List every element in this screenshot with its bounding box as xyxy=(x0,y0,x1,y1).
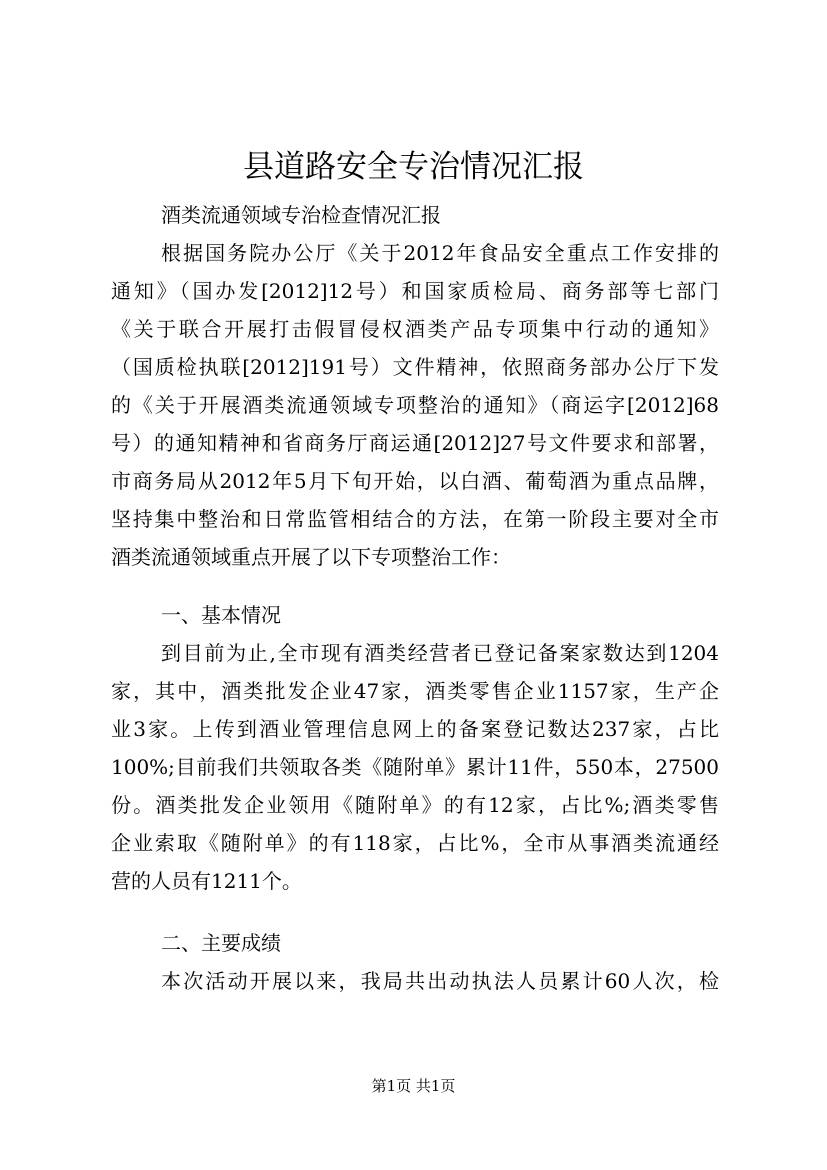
paragraph-line: 酒类流通领域重点开展了以下专项整治工作： xyxy=(111,545,511,569)
paragraph-line: 的《关于开展酒类流通领域专项整治的通知》（商运字[2012]68 xyxy=(111,393,719,417)
paragraph-line: 业3家。上传到酒业管理信息网上的备案登记数达237家，占比 xyxy=(111,717,719,741)
paragraph-line: 营的人员有1211个。 xyxy=(111,869,302,893)
paragraph-line: 企业索取《随附单》的有118家，占比%，全市从事酒类流通经 xyxy=(111,831,719,855)
paragraph-line: 份。酒类批发企业领用《随附单》的有12家，占比%;酒类零售 xyxy=(111,793,719,817)
paragraph-line: 100%;目前我们共领取各类《随附单》累计11件，550本，27500 xyxy=(111,755,719,779)
page-footer: 第1页 共1页 xyxy=(371,1077,456,1095)
paragraph-line: 号）的通知精神和省商务厅商运通[2012]27号文件要求和部署， xyxy=(111,431,719,455)
paragraph-line: 家，其中，酒类批发企业47家，酒类零售企业1157家，生产企 xyxy=(111,679,719,703)
paragraph-line: 市商务局从2012年5月下旬开始，以白酒、葡萄酒为重点品牌， xyxy=(111,469,719,493)
document-subtitle: 酒类流通领域专治检查情况汇报 xyxy=(161,203,441,227)
paragraph-line: 通知》（国办发[2012]12号）和国家质检局、商务部等七部门 xyxy=(111,279,719,303)
section-heading: 一、基本情况 xyxy=(161,603,281,627)
paragraph-line: 《关于联合开展打击假冒侵权酒类产品专项集中行动的通知》 xyxy=(111,317,719,341)
paragraph-line: 本次活动开展以来，我局共出动执法人员累计60人次，检 xyxy=(161,969,719,993)
paragraph-line: 坚持集中整治和日常监管相结合的方法，在第一阶段主要对全市 xyxy=(111,507,719,531)
paragraph-line: （国质检执联[2012]191号）文件精神，依照商务部办公厅下发 xyxy=(111,355,719,379)
document-title: 县道路安全专治情况汇报 xyxy=(243,149,584,185)
paragraph-line: 根据国务院办公厅《关于2012年食品安全重点工作安排的 xyxy=(161,241,719,265)
section-heading: 二、主要成绩 xyxy=(161,931,281,955)
paragraph-line: 到目前为止,全市现有酒类经营者已登记备案家数达到1204 xyxy=(161,641,719,665)
